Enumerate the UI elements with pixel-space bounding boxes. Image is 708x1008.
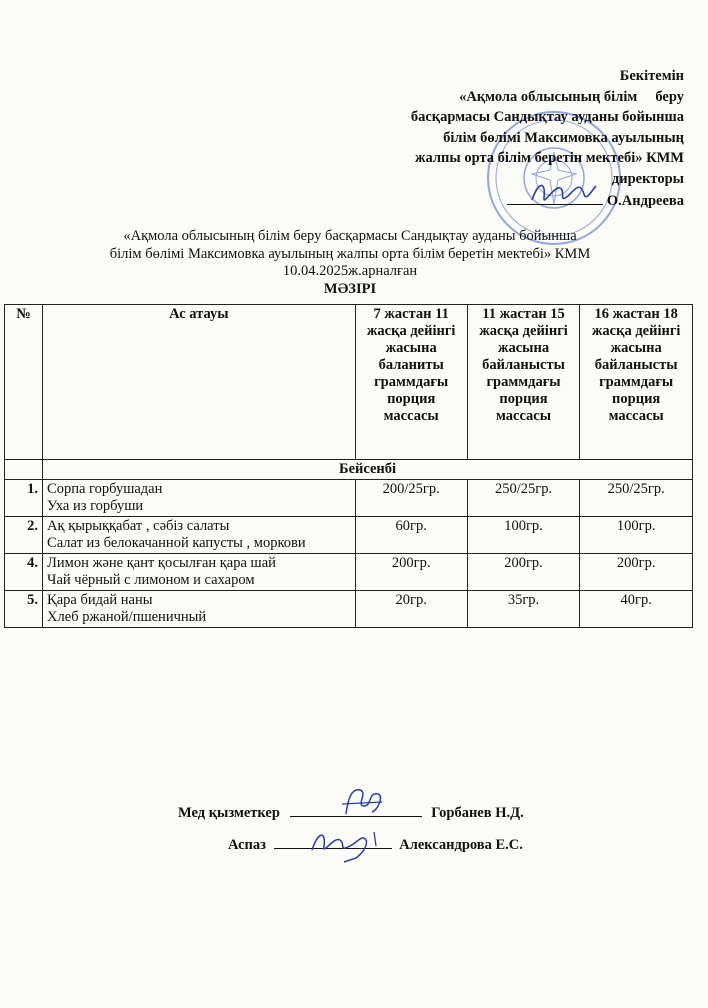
portion-age-16-18: 40гр. [580, 591, 693, 628]
dish-name-ru: Хлеб ржаной/пшеничный [47, 609, 207, 625]
dish-name-ru: Уха из горбуши [47, 498, 144, 514]
table-row [5, 517, 693, 554]
dish-name-kz: Лимон және қант қосылған қара шай [47, 555, 276, 571]
dish-name-cell [43, 554, 356, 591]
document-title: МӘЗІРІ [323, 280, 377, 297]
approval-line: басқармасы Сандықтау ауданы бойынша [410, 109, 684, 126]
document-header [80, 228, 620, 298]
header-line: білім бөлімі Максимовка ауылының жалпы орта білім беретін мектебі» КММ [109, 245, 591, 262]
column-header-age-11-15: 11 жастан 15 жасқа дейінгі жасына байланысты граммдағы порция массасы [467, 305, 580, 460]
dish-name-ru: Салат из белокачанной капусты , моркови [47, 535, 306, 551]
dish-name-kz: Қара бидай наны [47, 592, 153, 608]
portion-age-7-11: 200гр. [355, 554, 467, 591]
dish-name-cell [43, 517, 356, 554]
portion-age-11-15: 250/25гр. [467, 480, 580, 517]
medic-signature-scribble [338, 784, 388, 820]
portion-age-7-11: 200/25гр. [355, 480, 467, 517]
row-number: 5. [5, 591, 43, 628]
approval-line: «Ақмола облысының білім беру [459, 88, 684, 105]
cook-name: Александрова Е.С. [399, 837, 523, 853]
portion-age-11-15: 200гр. [467, 554, 580, 591]
column-header-age-7-11: 7 жастан 11 жасқа дейінгі жасына баланиты граммдағы порция массасы [355, 305, 467, 460]
portion-age-7-11: 60гр. [355, 517, 467, 554]
portion-age-16-18: 100гр. [580, 517, 693, 554]
cook-label: Аспаз [228, 837, 266, 853]
dish-name-cell [43, 591, 356, 628]
dish-name-cell [43, 480, 356, 517]
row-number: 2. [5, 517, 43, 554]
dish-name-kz: Сорпа горбушадан [47, 481, 163, 497]
portion-age-16-18: 250/25гр. [580, 480, 693, 517]
column-header-dish-name: Ас атауы [43, 305, 356, 460]
portion-age-7-11: 20гр. [355, 591, 467, 628]
medic-label: Мед қызметкер [178, 805, 280, 821]
approval-line: жалпы орта білім беретін мектебі» КММ [415, 150, 684, 167]
table-row [5, 480, 693, 517]
approval-line: Бекітемін [619, 68, 684, 84]
portion-age-16-18: 200гр. [580, 554, 693, 591]
column-header-number: № [5, 305, 43, 460]
day-row [5, 460, 693, 480]
column-header-age-16-18: 16 жастан 18 жасқа дейінгі жасына байланысты граммдағы порция массасы [580, 305, 693, 460]
row-number: 4. [5, 554, 43, 591]
table-row [5, 554, 693, 591]
approval-line: директоры [611, 170, 684, 187]
cook-signature-scribble [306, 822, 382, 864]
day-of-week: Бейсенбі [43, 460, 693, 480]
menu-date: 10.04.2025ж.арналған [282, 263, 418, 279]
director-name: О.Андреева [606, 192, 684, 209]
menu-table [4, 304, 693, 628]
table-header-row [5, 305, 693, 460]
dish-name-kz: Ақ қырыққабат , сәбіз салаты [47, 518, 230, 534]
row-number: 1. [5, 480, 43, 517]
table-cell [5, 460, 43, 480]
medic-name: Горбанев Н.Д. [431, 805, 524, 821]
director-signature-scribble [528, 176, 600, 210]
approval-line: білім бөлімі Максимовка ауылының [443, 129, 684, 146]
portion-age-11-15: 100гр. [467, 517, 580, 554]
approval-block [324, 66, 684, 211]
dish-name-ru: Чай чёрный с лимоном и сахаром [47, 572, 255, 588]
director-signature-row [324, 190, 684, 212]
header-line: «Ақмола облысының білім беру басқармасы Сандықтау ауданы бойынша [123, 228, 577, 244]
table-row [5, 591, 693, 628]
portion-age-11-15: 35гр. [467, 591, 580, 628]
